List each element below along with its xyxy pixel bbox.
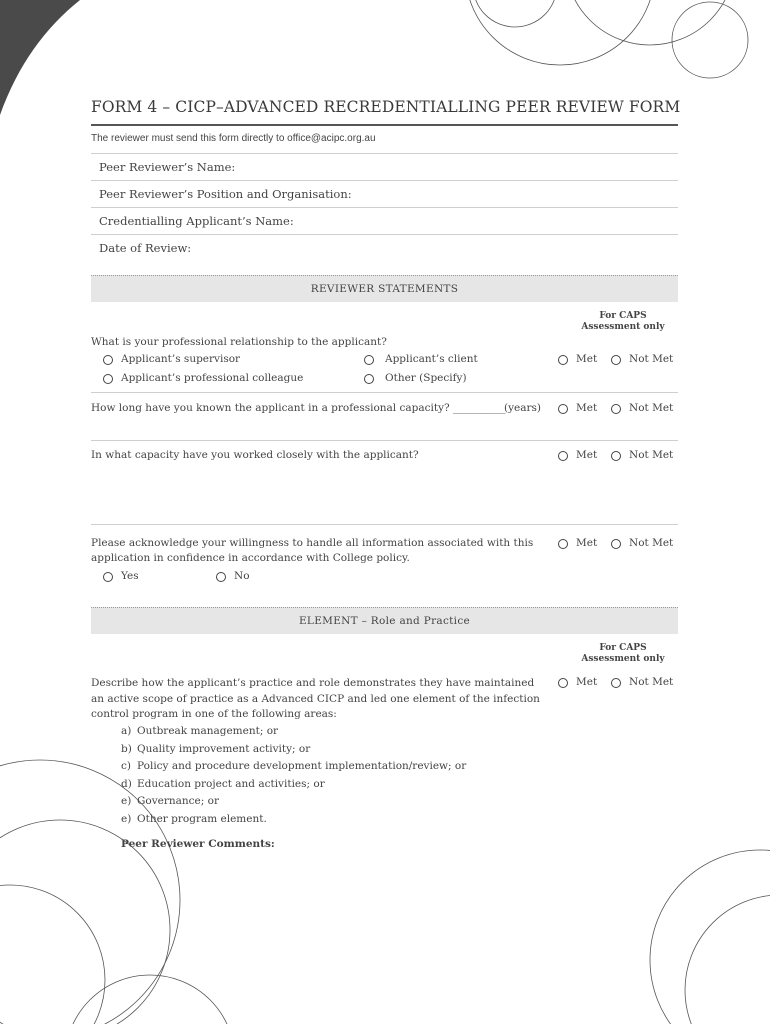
option-supervisor-label: Applicant’s supervisor <box>121 353 241 365</box>
radio-other[interactable] <box>364 374 374 384</box>
field-label: Peer Reviewer’s Name: <box>99 160 236 174</box>
radio-colleague[interactable] <box>103 374 113 384</box>
deco-circle <box>672 2 748 78</box>
caps-line-2: Assessment only <box>581 322 665 332</box>
title-divider <box>91 124 678 126</box>
yes-label: Yes <box>121 570 139 582</box>
radio-q2-met[interactable] <box>558 404 568 414</box>
element-description-line: Describe how the applicant’s practice and role demonstrates they have maintained <box>91 677 535 689</box>
reviewer-name-field[interactable] <box>91 153 678 179</box>
corner-swoosh-shape <box>0 0 80 115</box>
caps-assessment-label <box>568 643 678 665</box>
list-marker: a) <box>121 725 132 737</box>
caps-assessment-label <box>568 311 678 333</box>
list-item <box>121 743 466 761</box>
met-label: Met <box>576 353 598 365</box>
list-marker: d) <box>121 777 132 790</box>
radio-q4-met[interactable] <box>558 539 568 549</box>
option-colleague-label: Applicant’s professional colleague <box>121 372 304 384</box>
no-label: No <box>234 570 250 582</box>
element-role-practice-heading: ELEMENT – Role and Practice <box>91 607 678 634</box>
met-label: Met <box>576 537 598 549</box>
caps-line-2: Assessment only <box>581 654 665 664</box>
list-item-text: Governance; or <box>137 795 219 807</box>
deco-circle <box>473 0 557 27</box>
option-client-label: Applicant’s client <box>385 353 478 365</box>
submission-instruction: The reviewer must send this form directly to office@acipc.org.au <box>91 133 376 144</box>
radio-supervisor[interactable] <box>103 355 113 365</box>
years-unit: (years) <box>504 402 542 414</box>
radio-element-met[interactable] <box>558 678 568 688</box>
element-description-line: an active scope of practice as a Advanced CICP and led one element of the infection <box>91 692 540 705</box>
list-item-text: Quality improvement activity; or <box>137 742 311 755</box>
radio-client[interactable] <box>364 355 374 365</box>
reviewer-position-field[interactable] <box>91 180 678 206</box>
list-item-text: Other program element. <box>137 812 267 825</box>
row-divider <box>91 440 678 441</box>
field-label: Credentialling Applicant’s Name: <box>99 214 294 228</box>
list-marker: e) <box>121 812 132 825</box>
met-label: Met <box>576 676 598 688</box>
not-met-label: Not Met <box>629 449 674 461</box>
element-description <box>91 676 541 723</box>
radio-q3-met[interactable] <box>558 451 568 461</box>
deco-circle <box>0 820 170 1024</box>
confidentiality-statement-line-1: Please acknowledge your willingness to handle all information associated with this <box>91 537 534 549</box>
deco-circle <box>0 885 105 1024</box>
confidentiality-statement-line-2: application in confidence in accordance with College policy. <box>91 552 410 564</box>
not-met-label: Not Met <box>629 537 674 549</box>
option-other-label: Other (Specify) <box>385 372 467 384</box>
radio-q3-not-met[interactable] <box>611 451 621 461</box>
radio-no[interactable] <box>216 572 226 582</box>
deco-circle <box>650 850 770 1024</box>
list-item <box>121 725 466 743</box>
reviewer-statements-heading: REVIEWER STATEMENTS <box>91 275 678 302</box>
list-item <box>121 760 466 778</box>
review-date-field[interactable] <box>91 234 678 260</box>
list-item-text: Outbreak management; or <box>137 725 279 737</box>
radio-q4-not-met[interactable] <box>611 539 621 549</box>
field-label: Date of Review: <box>99 241 192 255</box>
list-item <box>121 778 466 796</box>
deco-circle <box>565 0 735 45</box>
not-met-label: Not Met <box>629 676 674 688</box>
not-met-label: Not Met <box>629 402 674 414</box>
duration-question: How long have you known the applicant in a professional capacity? __________ <box>91 402 506 414</box>
field-label: Peer Reviewer’s Position and Organisation: <box>99 187 352 201</box>
list-item-text: Policy and procedure development implementation/review; or <box>137 760 467 772</box>
met-label: Met <box>576 402 598 414</box>
relationship-question: What is your professional relationship to the applicant? <box>91 336 387 348</box>
list-marker: b) <box>121 742 132 755</box>
deco-circle <box>685 895 770 1024</box>
met-label: Met <box>576 449 598 461</box>
caps-line-1: For CAPS <box>599 643 647 653</box>
radio-q1-not-met[interactable] <box>611 355 621 365</box>
list-item <box>121 813 466 831</box>
deco-circle <box>65 975 235 1024</box>
list-item <box>121 795 466 813</box>
peer-reviewer-comments-label: Peer Reviewer Comments: <box>121 838 275 850</box>
capacity-question: In what capacity have you worked closely with the applicant? <box>91 449 419 461</box>
applicant-name-field[interactable] <box>91 207 678 233</box>
radio-q1-met[interactable] <box>558 355 568 365</box>
program-areas-list <box>121 725 466 830</box>
list-item-text: Education project and activities; or <box>137 777 325 790</box>
deco-circle <box>465 0 655 65</box>
list-marker: e) <box>121 795 132 807</box>
element-description-line: control program in one of the following areas: <box>91 708 337 720</box>
radio-element-not-met[interactable] <box>611 678 621 688</box>
form-title: FORM 4 – CICP–ADVANCED RECREDENTIALLING PEER REVIEW FORM <box>91 98 681 116</box>
list-marker: c) <box>121 760 131 772</box>
caps-line-1: For CAPS <box>599 311 647 321</box>
radio-q2-not-met[interactable] <box>611 404 621 414</box>
row-divider <box>91 524 678 525</box>
radio-yes[interactable] <box>103 572 113 582</box>
not-met-label: Not Met <box>629 353 674 365</box>
row-divider <box>91 392 678 393</box>
